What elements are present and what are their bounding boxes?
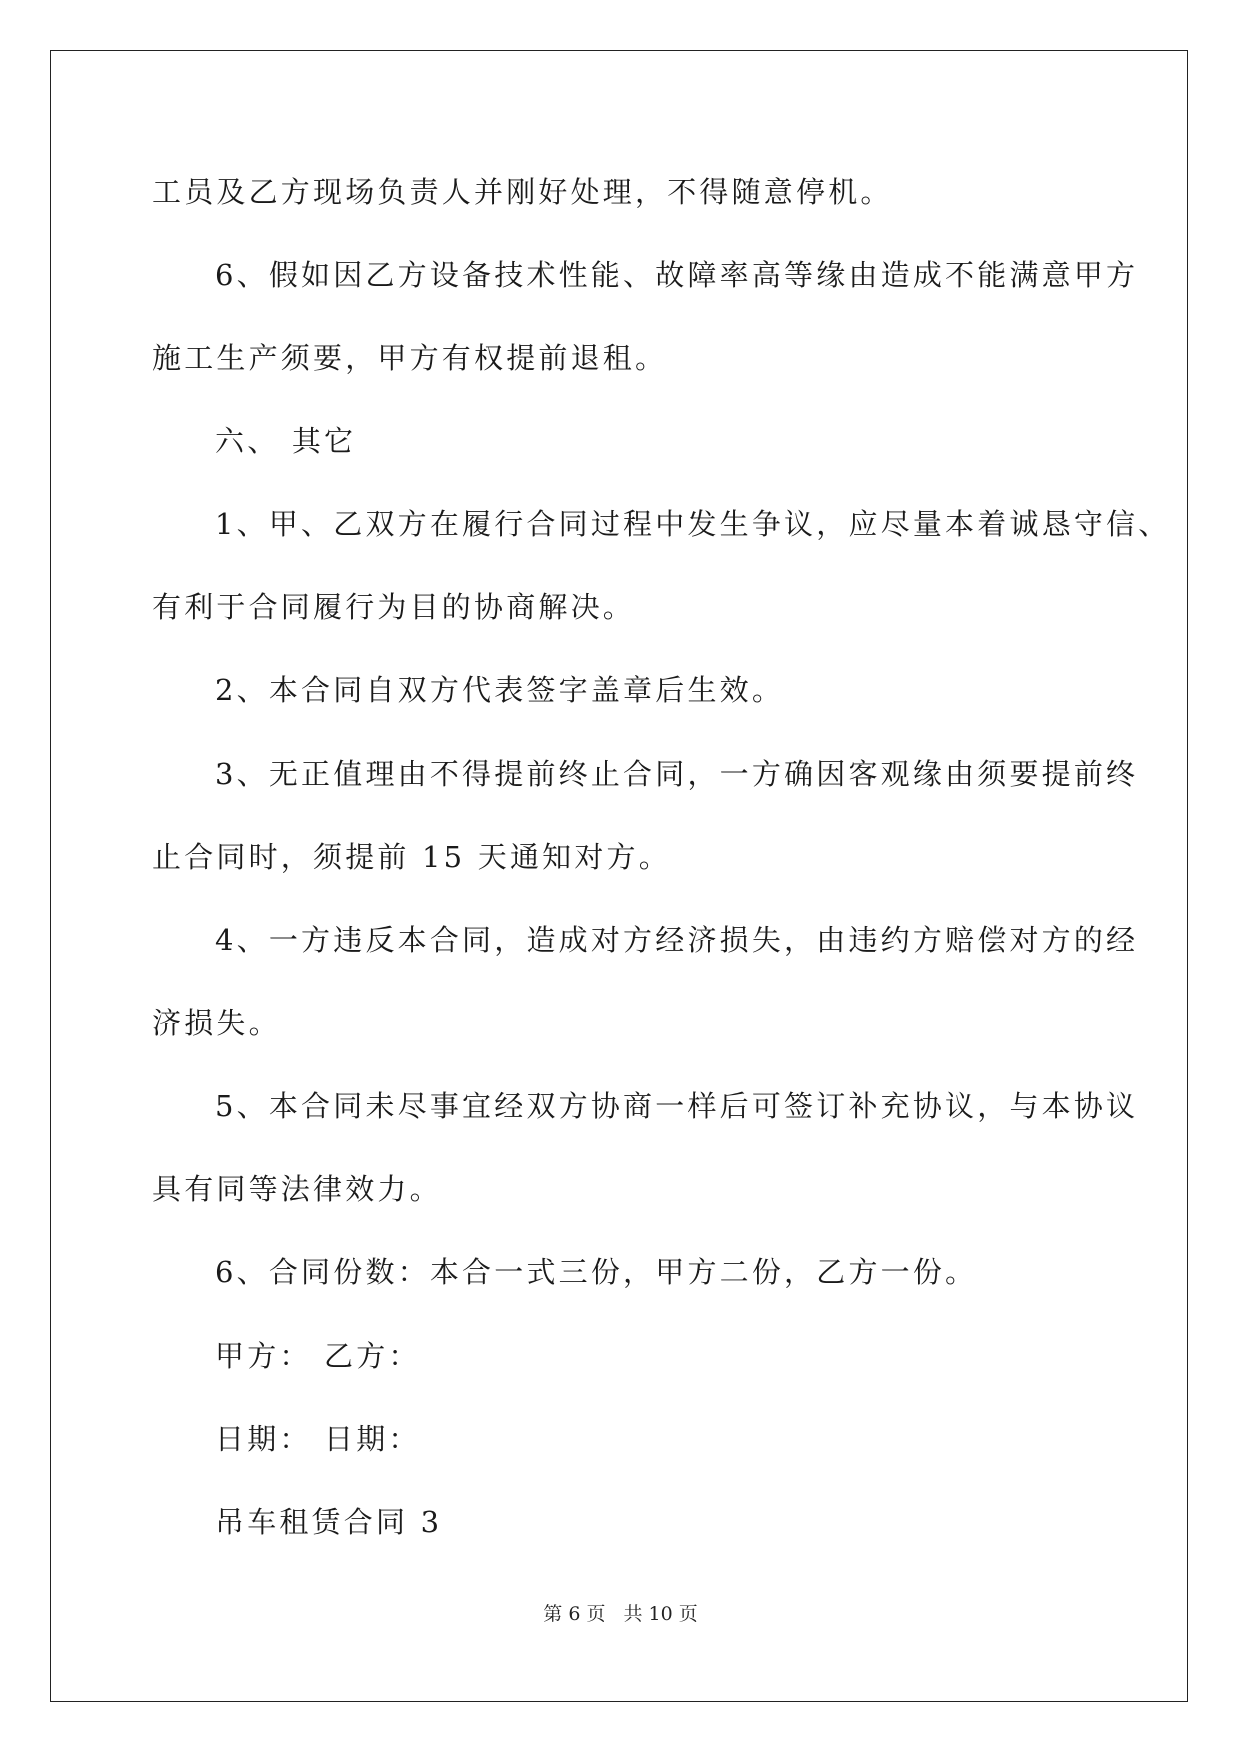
page-number: 第 6 页 [543, 1603, 606, 1625]
text-line: 5、本合同未尽事宜经双方协商一样后可签订补充协议，与本协议 [215, 1089, 1139, 1123]
text-line: 施工生产须要，甲方有权提前退租。 [152, 341, 668, 375]
text-line: 2、本合同自双方代表签字盖章后生效。 [215, 673, 785, 707]
signature-party-line: 甲方： 乙方： [215, 1339, 421, 1373]
next-contract-title: 吊车租赁合同 3 [215, 1505, 443, 1539]
text-line: 具有同等法律效力。 [152, 1172, 442, 1206]
text-line: 济损失。 [152, 1006, 281, 1040]
text-line: 4、一方违反本合同，造成对方经济损失，由违约方赔偿对方的经 [215, 923, 1139, 957]
signature-date-line: 日期： 日期： [215, 1422, 421, 1456]
text-line: 6、假如因乙方设备技术性能、故障率高等缘由造成不能满意甲方 [215, 258, 1139, 292]
text-line: 3、无正值理由不得提前终止合同，一方确因客观缘由须要提前终 [215, 757, 1139, 791]
page-total: 共 10 页 [623, 1603, 698, 1625]
page-footer [0, 1602, 1241, 1626]
text-line: 6、合同份数：本合一式三份，甲方二份，乙方一份。 [215, 1255, 978, 1289]
text-line: 止合同时，须提前 15 天通知对方。 [152, 840, 671, 874]
text-line: 1、甲、乙双方在履行合同过程中发生争议，应尽量本着诚恳守信、 [215, 507, 1171, 541]
text-line: 工员及乙方现场负责人并刚好处理，不得随意停机。 [152, 175, 893, 209]
section-heading: 六、 其它 [215, 424, 357, 458]
text-line: 有利于合同履行为目的协商解决。 [152, 590, 636, 624]
